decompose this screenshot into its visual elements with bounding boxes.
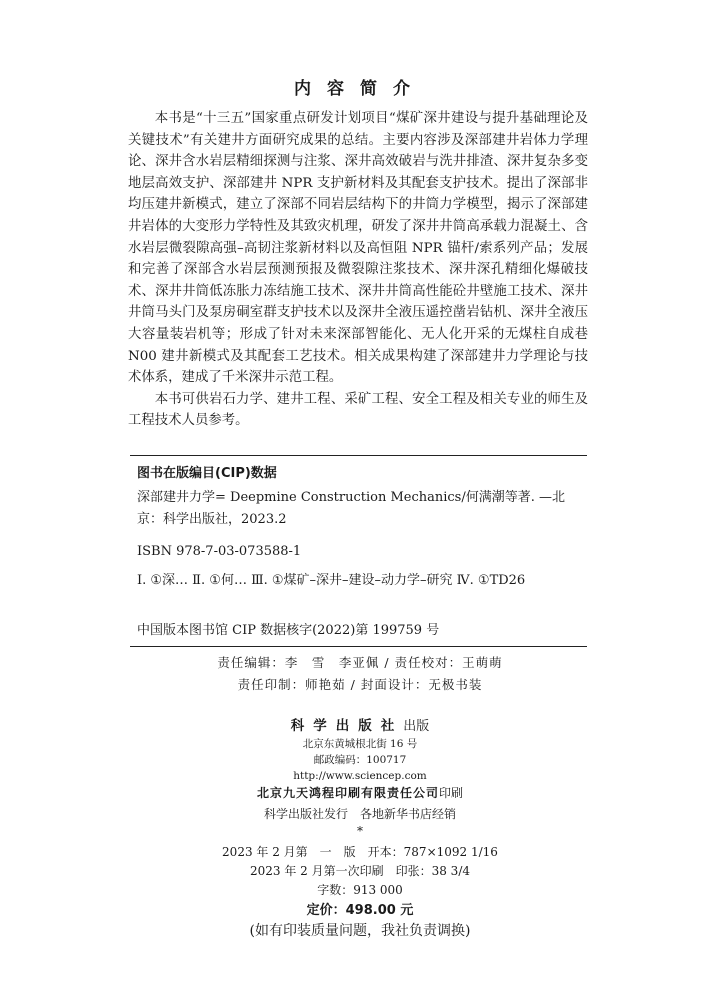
publisher-website: http://www.sciencep.com [293, 770, 427, 782]
printing-info: 2023 年 2 月第一次印刷 印张：38 3/4 [249, 864, 470, 878]
cip-top-rule [130, 455, 587, 456]
publisher-name: 科学出版社 [290, 718, 404, 734]
publisher-postcode: 邮政编码：100717 [313, 754, 407, 766]
credits-line-1: 责任编辑：李 雪 李亚佩 / 责任校对：王萌萌 [217, 655, 503, 670]
credits-line-2: 责任印制：师艳茹 / 封面设计：无极书装 [237, 677, 483, 692]
publisher-suffix: 出版 [403, 719, 430, 734]
intro-text [128, 108, 588, 432]
intro-title: 内容简介 [294, 79, 426, 99]
price: 定价：498.00 元 [306, 903, 414, 918]
cip-isbn-text: ISBN 978-7-03-073588-1 [137, 544, 302, 559]
cip-data-number [137, 620, 587, 642]
cip-catalog-text: 深部建井力学= Deepmine Construction Mechanics/何满潮等著. —北京：科学出版社，2023.2 [137, 490, 565, 527]
cip-classification-text: Ⅰ. ①深… Ⅱ. ①何… Ⅲ. ①煤矿–深井–建设–动力学–研究 Ⅳ. ①TD26 [137, 573, 526, 588]
cip-bottom-rule [130, 646, 587, 647]
intro-paragraph-1: 本书是“十三五”国家重点研发计划项目“煤矿深井建设与提升基础理论及关键技术”有关建井方面研究成果的总结。主要内容涉及深部建井岩体力学理论、深井含水岩层精细探测与注浆、深井高效破岩与洗井排渣、深井复杂多变地层高效支护、深部建井 NPR 支护新材料及其配套支护技术。提出了深部非均压建井新模式，建立了深部不同岩层结构下的井筒力学模型，揭示了深部建井岩体的大变形力学特性及其致灾机理，研发了深井井筒高承载力混凝土、含水岩层微裂隙高强–高韧注浆新材料以及高恒阻 NPR 锚杆/索系列产品；发展和完善了深部含水岩层预测预报及微裂隙注浆技术、深井深孔精细化爆破技术、深井井筒低冻胀力冻结施工技术、深井井筒高性能砼井壁施工技术、深井井筒马头门及泵房硐室群支护技术以及深井全液压遥控凿岩钻机、深井全液压大容量装岩机等；形成了针对未来深部智能化、无人化开采的无煤柱自成巷 N00 建井新模式及其配套工艺技术。相关成果构建了深部建井力学理论与技术体系，建成了千米深井示范工程。 [128, 111, 588, 386]
intro-paragraph-2: 本书可供岩石力学、建井工程、采矿工程、安全工程及相关专业的师生及工程技术人员参考。 [128, 391, 588, 429]
publisher-address: 北京东黄城根北街 16 号 [302, 738, 418, 750]
word-count: 字数：913 000 [317, 883, 403, 897]
distribution: 科学出版社发行 各地新华书店经销 [263, 807, 456, 821]
cip-data-number-text: 中国版本图书馆 CIP 数据核字(2022)第 199759 号 [137, 623, 440, 638]
separator-star: * [357, 824, 363, 838]
edition-info: 2023 年 2 月第 一 版 开本：787×1092 1/16 [222, 845, 498, 859]
printer-line [0, 784, 720, 801]
printer-suffix: 印刷 [439, 786, 464, 800]
cip-isbn [137, 541, 587, 563]
cip-classification [137, 570, 587, 592]
publisher-line [0, 714, 720, 734]
credits [0, 652, 720, 696]
quality-notice: (如有印装质量问题，我社负责调换) [249, 923, 471, 939]
cip-heading: 图书在版编目(CIP)数据 [137, 466, 277, 481]
cip-catalog [137, 487, 587, 530]
printer-name: 北京九天鸿程印刷有限责任公司 [256, 786, 439, 800]
